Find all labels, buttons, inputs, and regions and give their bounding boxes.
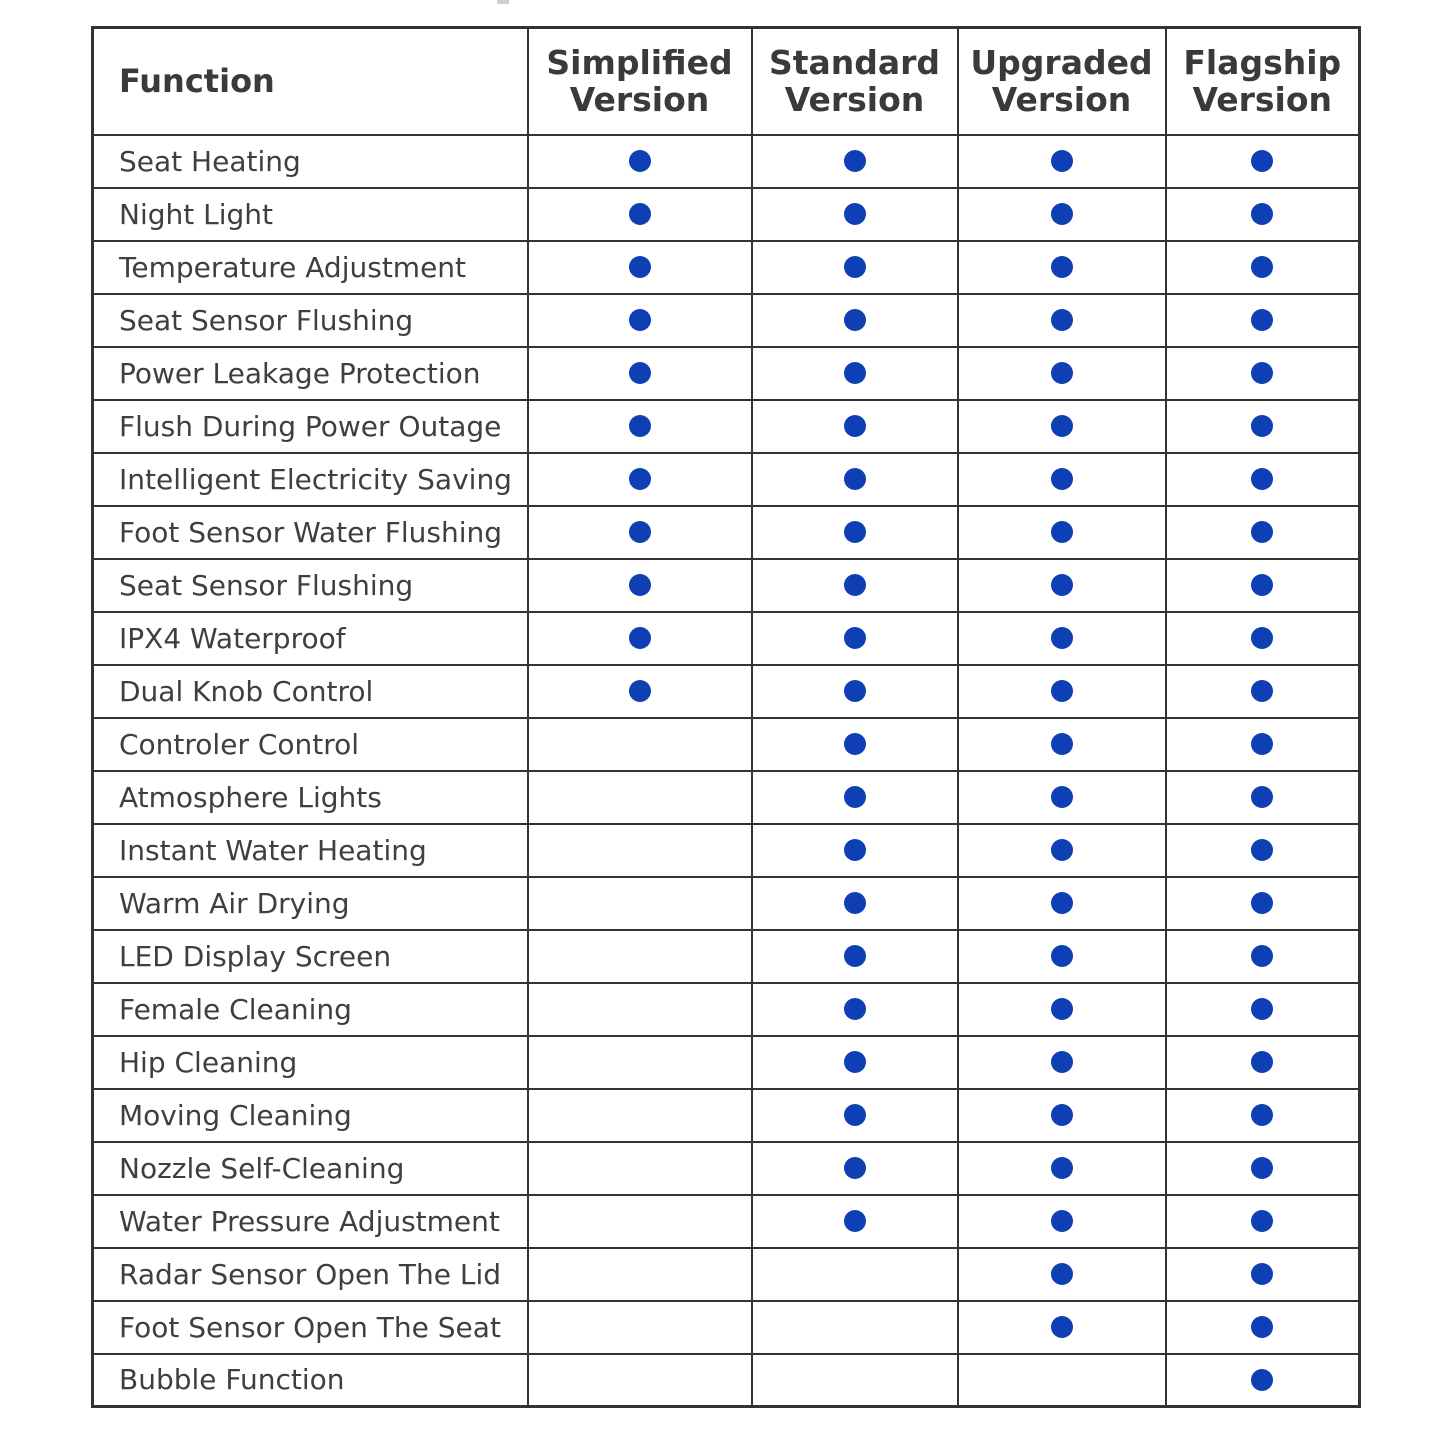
mark-cell-flagship <box>1166 1195 1360 1248</box>
included-dot-icon <box>1051 415 1073 437</box>
included-dot-icon <box>629 468 651 490</box>
included-dot-icon <box>844 309 866 331</box>
included-dot-icon <box>1051 362 1073 384</box>
mark-cell-flagship <box>1166 665 1360 718</box>
mark-cell-simplified <box>528 135 752 188</box>
table-row <box>93 1354 1360 1407</box>
mark-cell-simplified <box>528 188 752 241</box>
included-dot-icon <box>1251 680 1273 702</box>
mark-cell-flagship <box>1166 453 1360 506</box>
table-row <box>93 559 1360 612</box>
mark-cell-flagship <box>1166 1036 1360 1089</box>
included-dot-icon <box>844 415 866 437</box>
mark-cell-upgraded <box>958 983 1166 1036</box>
table-row <box>93 983 1360 1036</box>
included-dot-icon <box>1251 362 1273 384</box>
included-dot-icon <box>1251 786 1273 808</box>
table-row <box>93 1142 1360 1195</box>
included-dot-icon <box>1251 998 1273 1020</box>
mark-cell-flagship <box>1166 1354 1360 1407</box>
mark-cell-upgraded <box>958 1195 1166 1248</box>
mark-cell-flagship <box>1166 347 1360 400</box>
included-dot-icon <box>1051 574 1073 596</box>
mark-cell-upgraded <box>958 506 1166 559</box>
mark-cell-upgraded <box>958 1089 1166 1142</box>
included-dot-icon <box>1051 1157 1073 1179</box>
feature-comparison-table <box>91 26 1361 1408</box>
version-header-line2: Version <box>991 80 1132 120</box>
version-header-line1: Flagship <box>1183 43 1342 83</box>
function-name-cell: Seat Sensor Flushing <box>93 559 528 612</box>
included-dot-icon <box>1251 892 1273 914</box>
mark-cell-standard <box>752 294 958 347</box>
mark-cell-simplified <box>528 506 752 559</box>
function-name-cell: Radar Sensor Open The Lid <box>93 1248 528 1301</box>
table-row <box>93 400 1360 453</box>
included-dot-icon <box>844 945 866 967</box>
table-body <box>93 135 1360 1407</box>
mark-cell-flagship <box>1166 294 1360 347</box>
included-dot-icon <box>1251 733 1273 755</box>
included-dot-icon <box>629 256 651 278</box>
mark-cell-standard <box>752 188 958 241</box>
mark-cell-simplified <box>528 983 752 1036</box>
function-name-cell: Seat Sensor Flushing <box>93 294 528 347</box>
mark-cell-flagship <box>1166 1142 1360 1195</box>
mark-cell-flagship <box>1166 1301 1360 1354</box>
function-name-cell: Warm Air Drying <box>93 877 528 930</box>
table-header <box>93 28 1360 135</box>
version-header-line1: Simplified <box>546 43 733 83</box>
mark-cell-upgraded <box>958 241 1166 294</box>
included-dot-icon <box>1251 574 1273 596</box>
mark-cell-simplified <box>528 1142 752 1195</box>
mark-cell-standard <box>752 930 958 983</box>
mark-cell-flagship <box>1166 135 1360 188</box>
mark-cell-simplified <box>528 877 752 930</box>
included-dot-icon <box>629 309 651 331</box>
included-dot-icon <box>844 839 866 861</box>
included-dot-icon <box>1251 521 1273 543</box>
included-dot-icon <box>1051 786 1073 808</box>
version-header-standard <box>752 28 958 135</box>
version-header-line2: Version <box>784 80 925 120</box>
mark-cell-upgraded <box>958 824 1166 877</box>
function-name-cell: Power Leakage Protection <box>93 347 528 400</box>
mark-cell-standard <box>752 1089 958 1142</box>
mark-cell-flagship <box>1166 771 1360 824</box>
included-dot-icon <box>844 998 866 1020</box>
mark-cell-simplified <box>528 1089 752 1142</box>
included-dot-icon <box>629 574 651 596</box>
included-dot-icon <box>629 203 651 225</box>
included-dot-icon <box>1051 1316 1073 1338</box>
function-name-cell: Dual Knob Control <box>93 665 528 718</box>
function-name-cell: Hip Cleaning <box>93 1036 528 1089</box>
table-row <box>93 1089 1360 1142</box>
mark-cell-standard <box>752 612 958 665</box>
included-dot-icon <box>1051 521 1073 543</box>
mark-cell-flagship <box>1166 400 1360 453</box>
included-dot-icon <box>844 203 866 225</box>
mark-cell-flagship <box>1166 1248 1360 1301</box>
mark-cell-flagship <box>1166 930 1360 983</box>
table-row <box>93 453 1360 506</box>
included-dot-icon <box>1051 733 1073 755</box>
mark-cell-upgraded <box>958 188 1166 241</box>
mark-cell-upgraded <box>958 1301 1166 1354</box>
mark-cell-simplified <box>528 824 752 877</box>
mark-cell-flagship <box>1166 824 1360 877</box>
included-dot-icon <box>1051 839 1073 861</box>
header-row <box>93 28 1360 135</box>
included-dot-icon <box>1251 1210 1273 1232</box>
mark-cell-flagship <box>1166 506 1360 559</box>
mark-cell-upgraded <box>958 771 1166 824</box>
version-header-simplified <box>528 28 752 135</box>
function-name-cell: Bubble Function <box>93 1354 528 1407</box>
function-name-cell: LED Display Screen <box>93 930 528 983</box>
mark-cell-standard <box>752 453 958 506</box>
top-edge-fragment <box>497 0 509 4</box>
table-row <box>93 824 1360 877</box>
included-dot-icon <box>844 786 866 808</box>
function-name-cell: Flush During Power Outage <box>93 400 528 453</box>
function-column-header: Function <box>93 28 528 135</box>
mark-cell-upgraded <box>958 665 1166 718</box>
included-dot-icon <box>1051 1104 1073 1126</box>
included-dot-icon <box>1051 1210 1073 1232</box>
mark-cell-upgraded <box>958 294 1166 347</box>
included-dot-icon <box>1251 309 1273 331</box>
included-dot-icon <box>1251 256 1273 278</box>
version-header-line2: Version <box>569 80 710 120</box>
version-header-line1: Standard <box>768 43 941 83</box>
included-dot-icon <box>1051 468 1073 490</box>
table-row <box>93 1248 1360 1301</box>
version-header-flagship <box>1166 28 1360 135</box>
mark-cell-flagship <box>1166 1089 1360 1142</box>
included-dot-icon <box>844 362 866 384</box>
mark-cell-flagship <box>1166 718 1360 771</box>
included-dot-icon <box>1051 998 1073 1020</box>
included-dot-icon <box>1251 945 1273 967</box>
mark-cell-upgraded <box>958 1036 1166 1089</box>
included-dot-icon <box>629 150 651 172</box>
mark-cell-flagship <box>1166 188 1360 241</box>
mark-cell-simplified <box>528 294 752 347</box>
function-name-cell: Foot Sensor Open The Seat <box>93 1301 528 1354</box>
included-dot-icon <box>1251 1157 1273 1179</box>
function-name-cell: Female Cleaning <box>93 983 528 1036</box>
function-name-cell: Night Light <box>93 188 528 241</box>
included-dot-icon <box>844 680 866 702</box>
mark-cell-standard <box>752 771 958 824</box>
included-dot-icon <box>844 1051 866 1073</box>
table-row <box>93 877 1360 930</box>
mark-cell-flagship <box>1166 241 1360 294</box>
table-row <box>93 1195 1360 1248</box>
mark-cell-standard <box>752 400 958 453</box>
version-header-line1: Upgraded <box>970 43 1153 83</box>
mark-cell-standard <box>752 1195 958 1248</box>
mark-cell-upgraded <box>958 135 1166 188</box>
mark-cell-upgraded <box>958 612 1166 665</box>
mark-cell-simplified <box>528 241 752 294</box>
mark-cell-flagship <box>1166 612 1360 665</box>
included-dot-icon <box>1051 203 1073 225</box>
mark-cell-standard <box>752 1354 958 1407</box>
function-name-cell: Moving Cleaning <box>93 1089 528 1142</box>
included-dot-icon <box>1051 256 1073 278</box>
mark-cell-simplified <box>528 1248 752 1301</box>
included-dot-icon <box>1251 1369 1273 1391</box>
included-dot-icon <box>629 521 651 543</box>
included-dot-icon <box>844 892 866 914</box>
mark-cell-standard <box>752 983 958 1036</box>
table-row <box>93 188 1360 241</box>
mark-cell-upgraded <box>958 930 1166 983</box>
table-row <box>93 1036 1360 1089</box>
included-dot-icon <box>1251 1316 1273 1338</box>
mark-cell-upgraded <box>958 453 1166 506</box>
included-dot-icon <box>1051 680 1073 702</box>
table-row <box>93 506 1360 559</box>
included-dot-icon <box>1251 627 1273 649</box>
mark-cell-simplified <box>528 347 752 400</box>
included-dot-icon <box>844 256 866 278</box>
included-dot-icon <box>844 1157 866 1179</box>
table-row <box>93 135 1360 188</box>
table-row <box>93 1301 1360 1354</box>
table-row <box>93 771 1360 824</box>
mark-cell-simplified <box>528 1036 752 1089</box>
included-dot-icon <box>629 680 651 702</box>
mark-cell-upgraded <box>958 559 1166 612</box>
mark-cell-flagship <box>1166 877 1360 930</box>
function-name-cell: IPX4 Waterproof <box>93 612 528 665</box>
table-row <box>93 294 1360 347</box>
included-dot-icon <box>1251 203 1273 225</box>
included-dot-icon <box>629 627 651 649</box>
included-dot-icon <box>844 1210 866 1232</box>
mark-cell-upgraded <box>958 347 1166 400</box>
mark-cell-simplified <box>528 771 752 824</box>
mark-cell-simplified <box>528 400 752 453</box>
mark-cell-standard <box>752 1301 958 1354</box>
mark-cell-flagship <box>1166 983 1360 1036</box>
table-row <box>93 241 1360 294</box>
mark-cell-standard <box>752 135 958 188</box>
mark-cell-standard <box>752 1142 958 1195</box>
included-dot-icon <box>844 468 866 490</box>
table-row <box>93 718 1360 771</box>
mark-cell-simplified <box>528 718 752 771</box>
included-dot-icon <box>1251 415 1273 437</box>
mark-cell-upgraded <box>958 1248 1166 1301</box>
function-name-cell: Controler Control <box>93 718 528 771</box>
included-dot-icon <box>1251 839 1273 861</box>
included-dot-icon <box>1051 945 1073 967</box>
function-name-cell: Foot Sensor Water Flushing <box>93 506 528 559</box>
mark-cell-simplified <box>528 559 752 612</box>
function-name-cell: Temperature Adjustment <box>93 241 528 294</box>
mark-cell-simplified <box>528 1195 752 1248</box>
function-name-cell: Intelligent Electricity Saving <box>93 453 528 506</box>
included-dot-icon <box>629 362 651 384</box>
included-dot-icon <box>844 150 866 172</box>
mark-cell-simplified <box>528 1354 752 1407</box>
version-header-upgraded <box>958 28 1166 135</box>
mark-cell-standard <box>752 506 958 559</box>
included-dot-icon <box>1051 309 1073 331</box>
included-dot-icon <box>844 521 866 543</box>
table-row <box>93 612 1360 665</box>
mark-cell-standard <box>752 1036 958 1089</box>
mark-cell-standard <box>752 824 958 877</box>
mark-cell-upgraded <box>958 718 1166 771</box>
table-row <box>93 930 1360 983</box>
included-dot-icon <box>1051 627 1073 649</box>
mark-cell-simplified <box>528 612 752 665</box>
mark-cell-upgraded <box>958 1142 1166 1195</box>
table-row <box>93 347 1360 400</box>
function-name-cell: Seat Heating <box>93 135 528 188</box>
mark-cell-upgraded <box>958 877 1166 930</box>
included-dot-icon <box>844 1104 866 1126</box>
included-dot-icon <box>844 733 866 755</box>
included-dot-icon <box>1251 1051 1273 1073</box>
included-dot-icon <box>844 574 866 596</box>
included-dot-icon <box>1251 468 1273 490</box>
mark-cell-standard <box>752 347 958 400</box>
included-dot-icon <box>1251 1263 1273 1285</box>
included-dot-icon <box>1051 1051 1073 1073</box>
function-name-cell: Nozzle Self-Cleaning <box>93 1142 528 1195</box>
table-row <box>93 665 1360 718</box>
included-dot-icon <box>629 415 651 437</box>
function-name-cell: Instant Water Heating <box>93 824 528 877</box>
mark-cell-upgraded <box>958 400 1166 453</box>
mark-cell-standard <box>752 877 958 930</box>
mark-cell-standard <box>752 718 958 771</box>
mark-cell-simplified <box>528 453 752 506</box>
mark-cell-upgraded <box>958 1354 1166 1407</box>
included-dot-icon <box>1251 150 1273 172</box>
mark-cell-standard <box>752 241 958 294</box>
function-name-cell: Atmosphere Lights <box>93 771 528 824</box>
version-header-line2: Version <box>1192 80 1332 120</box>
included-dot-icon <box>1051 892 1073 914</box>
mark-cell-standard <box>752 665 958 718</box>
included-dot-icon <box>1051 1263 1073 1285</box>
included-dot-icon <box>844 627 866 649</box>
mark-cell-simplified <box>528 930 752 983</box>
function-name-cell: Water Pressure Adjustment <box>93 1195 528 1248</box>
included-dot-icon <box>1251 1104 1273 1126</box>
mark-cell-simplified <box>528 665 752 718</box>
mark-cell-simplified <box>528 1301 752 1354</box>
mark-cell-standard <box>752 559 958 612</box>
mark-cell-standard <box>752 1248 958 1301</box>
mark-cell-flagship <box>1166 559 1360 612</box>
included-dot-icon <box>1051 150 1073 172</box>
